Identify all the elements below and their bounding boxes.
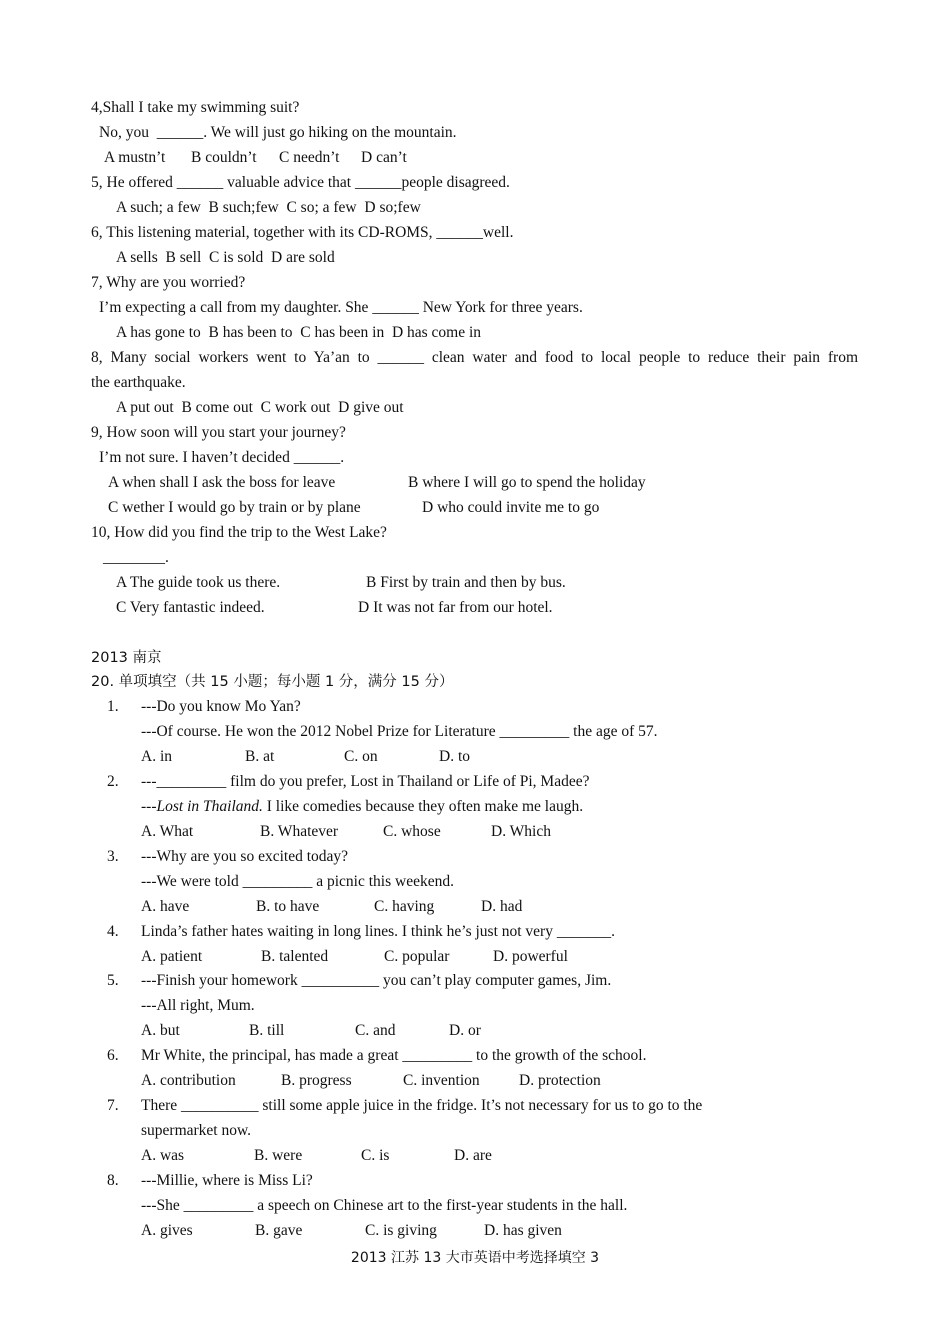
s2-q5-option-d: D. or	[449, 1022, 481, 1039]
q9-stem: 9, How soon will you start your journey?	[91, 424, 346, 441]
s2-q6-option-c: C. invention	[403, 1072, 480, 1089]
s2-q8-option-c: C. is giving	[365, 1222, 437, 1239]
s2-q4-option-d: D. powerful	[493, 948, 568, 965]
q7-reply: I’m expecting a call from my daughter. She ______ New York for three years.	[99, 299, 583, 316]
q9-option-d: D who could invite me to go	[422, 499, 600, 516]
s2-q2-movie-title: Lost in Thailand.	[156, 798, 263, 815]
q5-options: A such; a few B such;few C so; a few D so;few	[116, 199, 421, 216]
s2-q7-option-b: B. were	[254, 1147, 303, 1164]
s2-q8-option-d: D. has given	[484, 1222, 562, 1239]
s2-q5-option-a: A. but	[141, 1022, 180, 1039]
s2-q8-number: 8.	[107, 1172, 119, 1189]
q10-stem: 10, How did you find the trip to the West Lake?	[91, 524, 387, 541]
q4-option-b: B couldn’t	[191, 149, 257, 166]
s2-q4-option-c: C. popular	[384, 948, 450, 965]
s2-q6-option-d: D. protection	[519, 1072, 601, 1089]
s2-q4-option-a: A. patient	[141, 948, 203, 965]
section-title: 20. 单项填空（共 15 小题；每小题 1 分，满分 15 分）	[91, 674, 454, 690]
q6-stem: 6, This listening material, together with its CD-ROMS, ______well.	[91, 224, 514, 241]
q7-stem: 7, Why are you worried?	[91, 274, 246, 291]
s2-q3-line2: ---We were told _________ a picnic this weekend.	[141, 873, 454, 890]
s2-q2-line2	[141, 797, 583, 817]
q9-option-b: B where I will go to spend the holiday	[408, 474, 646, 491]
s2-q1-line1: ---Do you know Mo Yan?	[141, 698, 301, 715]
q9-reply: I’m not sure. I haven’t decided ______.	[99, 449, 345, 466]
s2-q1-option-d: D. to	[439, 748, 470, 765]
q10-option-b: B First by train and then by bus.	[366, 574, 566, 591]
s2-q3-option-d: D. had	[481, 898, 523, 915]
s2-q6-option-a: A. contribution	[141, 1072, 236, 1089]
s2-q5-option-c: C. and	[355, 1022, 396, 1039]
q8-options: A put out B come out C work out D give out	[116, 399, 404, 416]
s2-q8-line1: ---Millie, where is Miss Li?	[141, 1172, 313, 1189]
q9-option-a: A when shall I ask the boss for leave	[108, 474, 336, 491]
q4-option-d: D can’t	[361, 149, 407, 166]
s2-q7-number: 7.	[107, 1097, 119, 1114]
section-heading: 2013 南京	[91, 650, 162, 666]
s2-q4-line1: Linda’s father hates waiting in long lines. I think he’s just not very _______.	[141, 923, 615, 940]
q10-option-c: C Very fantastic indeed.	[116, 599, 265, 616]
s2-q2-line2-rest: I like comedies because they often make me laugh.	[262, 798, 584, 815]
s2-q2-line1: ---_________ film do you prefer, Lost in Thailand or Life of Pi, Madee?	[141, 773, 590, 790]
s2-q5-number: 5.	[107, 972, 119, 989]
s2-q2-option-d: D. Which	[491, 823, 551, 840]
s2-q8-line2: ---She _________ a speech on Chinese art to the first-year students in the hall.	[141, 1197, 628, 1214]
s2-q4-number: 4.	[107, 923, 119, 940]
q7-options: A has gone to B has been to C has been in D has come in	[116, 324, 482, 341]
s2-q1-line2: ---Of course. He won the 2012 Nobel Prize for Literature _________ the age of 57.	[141, 723, 658, 740]
s2-q2-line2-prefix: ---	[141, 798, 157, 815]
s2-q3-option-b: B. to have	[256, 898, 320, 915]
s2-q1-option-a: A. in	[141, 748, 172, 765]
q10-option-a: A The guide took us there.	[116, 574, 281, 591]
page-footer: 2013 江苏 13 大市英语中考选择填空 3	[350, 1250, 600, 1266]
s2-q4-option-b: B. talented	[261, 948, 329, 965]
s2-q5-line2: ---All right, Mum.	[141, 997, 255, 1014]
s2-q8-option-b: B. gave	[255, 1222, 303, 1239]
s2-q7-option-d: D. are	[454, 1147, 492, 1164]
s2-q6-line1: Mr White, the principal, has made a great _________ to the growth of the school.	[141, 1047, 647, 1064]
q5-stem: 5, He offered ______ valuable advice that ______people disagreed.	[91, 174, 510, 191]
s2-q8-option-a: A. gives	[141, 1222, 193, 1239]
q10-option-d: D It was not far from our hotel.	[358, 599, 553, 616]
s2-q1-number: 1.	[107, 698, 119, 715]
s2-q2-option-c: C. whose	[383, 823, 441, 840]
s2-q1-option-c: C. on	[344, 748, 378, 765]
q4-option-a: A mustn’t	[104, 149, 166, 166]
q8-stem-line2: the earthquake.	[91, 374, 186, 391]
s2-q7-option-a: A. was	[141, 1147, 185, 1164]
s2-q2-option-b: B. Whatever	[260, 823, 339, 840]
s2-q1-option-b: B. at	[245, 748, 275, 765]
q8-stem-line1: 8, Many social workers went to Ya’an to ______ clean water and food to local people to reduce their pain from	[91, 349, 858, 366]
s2-q3-option-a: A. have	[141, 898, 190, 915]
q4-reply: No, you ______. We will just go hiking on the mountain.	[99, 124, 457, 141]
q4-option-c: C needn’t	[279, 149, 340, 166]
s2-q6-option-b: B. progress	[281, 1072, 352, 1089]
s2-q2-number: 2.	[107, 773, 119, 790]
s2-q5-option-b: B. till	[249, 1022, 285, 1039]
s2-q6-number: 6.	[107, 1047, 119, 1064]
q6-options: A sells B sell C is sold D are sold	[116, 249, 335, 266]
q9-option-c: C wether I would go by train or by plane	[108, 499, 361, 516]
s2-q7-line2: supermarket now.	[141, 1122, 252, 1139]
q4-stem: 4,Shall I take my swimming suit?	[91, 99, 300, 116]
s2-q2-option-a: A. What	[141, 823, 194, 840]
s2-q5-line1: ---Finish your homework __________ you can’t play computer games, Jim.	[141, 972, 612, 989]
q10-reply: ________.	[103, 549, 169, 566]
s2-q3-number: 3.	[107, 848, 119, 865]
s2-q3-option-c: C. having	[374, 898, 435, 915]
s2-q7-option-c: C. is	[361, 1147, 390, 1164]
s2-q3-line1: ---Why are you so excited today?	[141, 848, 349, 865]
s2-q7-line1: There __________ still some apple juice in the fridge. It’s not necessary for us to go to the	[141, 1097, 703, 1114]
